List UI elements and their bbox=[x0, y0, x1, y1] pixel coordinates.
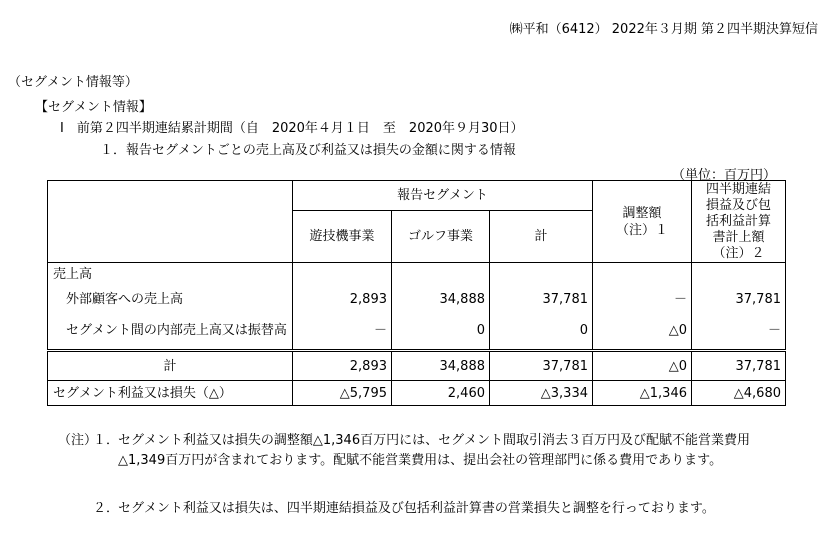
note-1-text: セグメント利益又は損失の調整額△1,346百万円には、セグメント間取引消去３百万円及び配賦不能営業費用△1,349百万円が含まれております。配賦不能営業費用は、提出会社の管理部門に係る費用であります。 bbox=[118, 433, 750, 468]
profit-label: セグメント利益又は損失（△） bbox=[48, 381, 293, 406]
corner-cell bbox=[48, 181, 293, 263]
external-sales-label: 外部顧客への売上高 bbox=[48, 287, 293, 313]
intersegment-label: セグメント間の内部売上高又は振替高 bbox=[48, 313, 293, 351]
profit-adjust: △1,346 bbox=[593, 381, 692, 406]
pachinko-header: 遊技機事業 bbox=[293, 211, 392, 263]
profit-consolidated: △4,680 bbox=[692, 381, 786, 406]
reporting-segment-header: 報告セグメント bbox=[293, 181, 593, 211]
total-pachinko: 2,893 bbox=[293, 351, 392, 381]
intersegment-adjust: △0 bbox=[593, 313, 692, 351]
total-consolidated: 37,781 bbox=[692, 351, 786, 381]
notes-prefix: （注） bbox=[58, 433, 98, 448]
consolidated-header: 四半期連結 損益及び包 括利益計算 書計上額 （注）２ bbox=[692, 181, 786, 263]
external-consolidated: 37,781 bbox=[692, 287, 786, 313]
intersegment-pachinko: － bbox=[293, 313, 392, 351]
golf-header: ゴルフ事業 bbox=[392, 211, 490, 263]
segment-table bbox=[47, 180, 786, 406]
section-title: （セグメント情報等） bbox=[8, 75, 138, 90]
unit-label: （単位：百万円） bbox=[671, 168, 776, 183]
note-1-number: １． bbox=[93, 433, 120, 448]
table-heading: １．報告セグメントごとの売上高及び利益又は損失の金額に関する情報 bbox=[100, 143, 516, 158]
external-golf: 34,888 bbox=[392, 287, 490, 313]
company-header: ㈱平和（6412） 2022年３月期 第２四半期決算短信 bbox=[509, 22, 818, 37]
section-subtitle: 【セグメント情報】 bbox=[35, 100, 152, 115]
total-total: 37,781 bbox=[490, 351, 593, 381]
total-label: 計 bbox=[48, 351, 293, 381]
segment-total-header: 計 bbox=[490, 211, 593, 263]
sales-label: 売上高 bbox=[48, 263, 293, 287]
intersegment-golf: 0 bbox=[392, 313, 490, 351]
profit-pachinko: △5,795 bbox=[293, 381, 392, 406]
note-2-number: ２． bbox=[93, 501, 120, 516]
profit-golf: 2,460 bbox=[392, 381, 490, 406]
adjustment-header: 調整額 （注）１ bbox=[593, 181, 692, 263]
external-adjust: － bbox=[593, 287, 692, 313]
total-adjust: △0 bbox=[593, 351, 692, 381]
total-golf: 34,888 bbox=[392, 351, 490, 381]
profit-total: △3,334 bbox=[490, 381, 593, 406]
external-total: 37,781 bbox=[490, 287, 593, 313]
intersegment-consolidated: － bbox=[692, 313, 786, 351]
intersegment-total: 0 bbox=[490, 313, 593, 351]
external-pachinko: 2,893 bbox=[293, 287, 392, 313]
note-2-text: セグメント利益又は損失は、四半期連結損益及び包括利益計算書の営業損失と調整を行っております。 bbox=[118, 501, 715, 516]
period-line: Ⅰ 前第２四半期連結累計期間（自 2020年４月１日 至 2020年９月30日） bbox=[60, 121, 524, 136]
